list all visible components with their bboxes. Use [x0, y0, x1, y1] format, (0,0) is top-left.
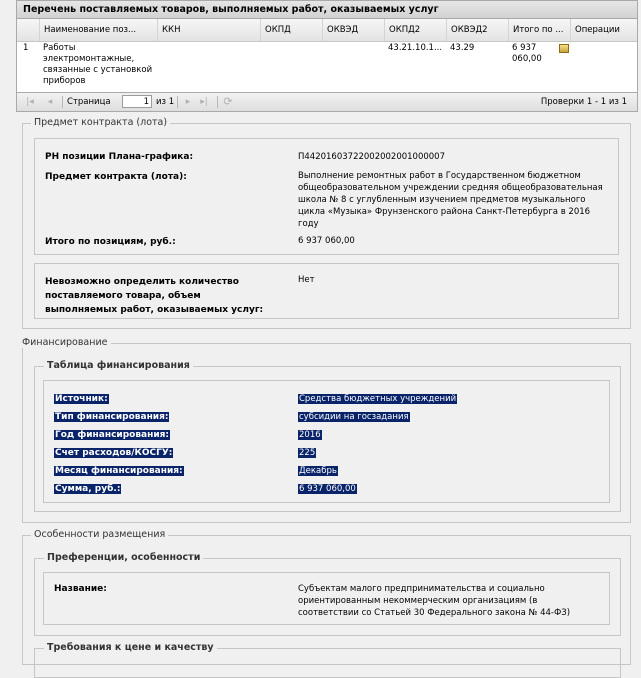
pager-summary: Проверки 1 - 1 из 1: [540, 97, 627, 107]
document-icon[interactable]: [559, 44, 569, 53]
placement-legend: Особенности размещения: [31, 529, 168, 540]
financing-sum-label: Сумма, руб.:: [55, 484, 121, 494]
subject-value: Выполнение ремонтных работ в Государственном бюджетном общеобразовательном учреждении средняя общеобразовательная школа № 8 с углубленным изучением предметов музыкального цикла «Музыка» Фрунзенского района Санкт-Петербурга в 2016 году: [298, 171, 603, 229]
total-label: Итого по позициям, руб.:: [45, 237, 176, 247]
pager-separator: [62, 96, 63, 108]
financing-sum-value: 6 937 060,00: [299, 484, 356, 494]
financing-fieldset: [22, 337, 631, 523]
financing-year-label: Год финансирования:: [55, 430, 170, 440]
pager-separator: [177, 96, 178, 108]
financing-year-value: 2016: [299, 430, 321, 440]
rn-value: П44201603722002002001000007: [298, 152, 445, 162]
financing-month-value: Декабрь: [299, 466, 337, 476]
last-page-icon[interactable]: ▸|: [200, 97, 208, 107]
placement-fieldset: [22, 529, 631, 665]
row-okved2: 43.29: [450, 43, 475, 53]
financing-type-value: субсидии на госзадания: [299, 412, 409, 422]
goods-panel-header: [16, 0, 638, 19]
row-okpd2: 43.21.10.1...: [388, 43, 443, 53]
grid-header: [17, 19, 637, 42]
column-okved[interactable]: ОКВЭД: [322, 19, 384, 41]
preferences-box: [43, 572, 610, 625]
preference-name-label: Название:: [54, 584, 107, 594]
table-row[interactable]: [17, 41, 637, 92]
row-total: 6 937 060,00: [512, 43, 542, 64]
prev-page-icon[interactable]: ◂: [47, 97, 53, 107]
pager-separator: [217, 96, 218, 108]
subject-label: Предмет контракта (лота):: [45, 172, 187, 182]
goods-grid: [16, 19, 638, 92]
grid-pager: [16, 92, 638, 112]
financing-account-value: 225: [299, 448, 316, 458]
preference-name-value: Субъектам малого предпринимательства и социально ориентированным некоммерческим организациям (в соответствии со Статьей 30 Федерального закона № 44-ФЗ): [298, 584, 571, 618]
financing-table-fieldset: [34, 360, 621, 512]
contract-legend: Предмет контракта (лота): [31, 117, 170, 128]
contract-main-box: [34, 138, 619, 255]
impossible-value: Нет: [298, 275, 315, 285]
row-number: 1: [23, 43, 29, 53]
financing-account-label: Счет расходов/КОСГУ:: [55, 448, 173, 458]
page-number-input[interactable]: [122, 95, 152, 108]
requirements-legend: Требования к цене и качеству: [44, 642, 217, 653]
column-kkn[interactable]: ККН: [157, 19, 260, 41]
financing-source-label: Источник:: [55, 394, 108, 404]
total-value: 6 937 060,00: [298, 236, 355, 246]
preferences-legend: Преференции, особенности: [44, 552, 203, 563]
financing-type-label: Тип финансирования:: [55, 412, 169, 422]
grid-header-num: [17, 19, 39, 41]
column-name[interactable]: Наименование поз...: [39, 19, 157, 41]
rn-label: РН позиции Плана-графика:: [45, 152, 194, 162]
refresh-icon[interactable]: ⟳: [223, 95, 233, 108]
contract-impossible-box: [34, 263, 619, 319]
preferences-fieldset: [34, 552, 621, 636]
impossible-label: Невозможно определить количество поставляемого товара, объем выполняемых работ, оказываемых услуг:: [45, 277, 264, 315]
requirements-fieldset: [34, 642, 621, 678]
column-okpd[interactable]: ОКПД: [260, 19, 322, 41]
contract-fieldset: [22, 117, 631, 329]
financing-legend: Финансирование: [19, 337, 111, 348]
financing-source-value: Средства бюджетных учреждений: [299, 394, 457, 404]
financing-month-label: Месяц финансирования:: [55, 466, 183, 476]
financing-table-box: [43, 380, 610, 503]
next-page-icon[interactable]: ▸: [185, 97, 191, 107]
column-okpd2[interactable]: ОКПД2: [384, 19, 446, 41]
column-operations[interactable]: Операции: [570, 19, 637, 41]
financing-table-legend: Таблица финансирования: [44, 360, 193, 371]
goods-panel-title: Перечень поставляемых товаров, выполняемых работ, оказываемых услуг: [23, 4, 439, 15]
first-page-icon[interactable]: |◂: [26, 97, 34, 107]
page-label: Страница: [67, 97, 111, 107]
row-name: Работы электромонтажные, связанные с установкой приборов: [43, 43, 153, 86]
page-of-label: из 1: [156, 97, 175, 107]
column-okved2[interactable]: ОКВЭД2: [446, 19, 508, 41]
column-total[interactable]: Итого по ...: [508, 19, 570, 41]
